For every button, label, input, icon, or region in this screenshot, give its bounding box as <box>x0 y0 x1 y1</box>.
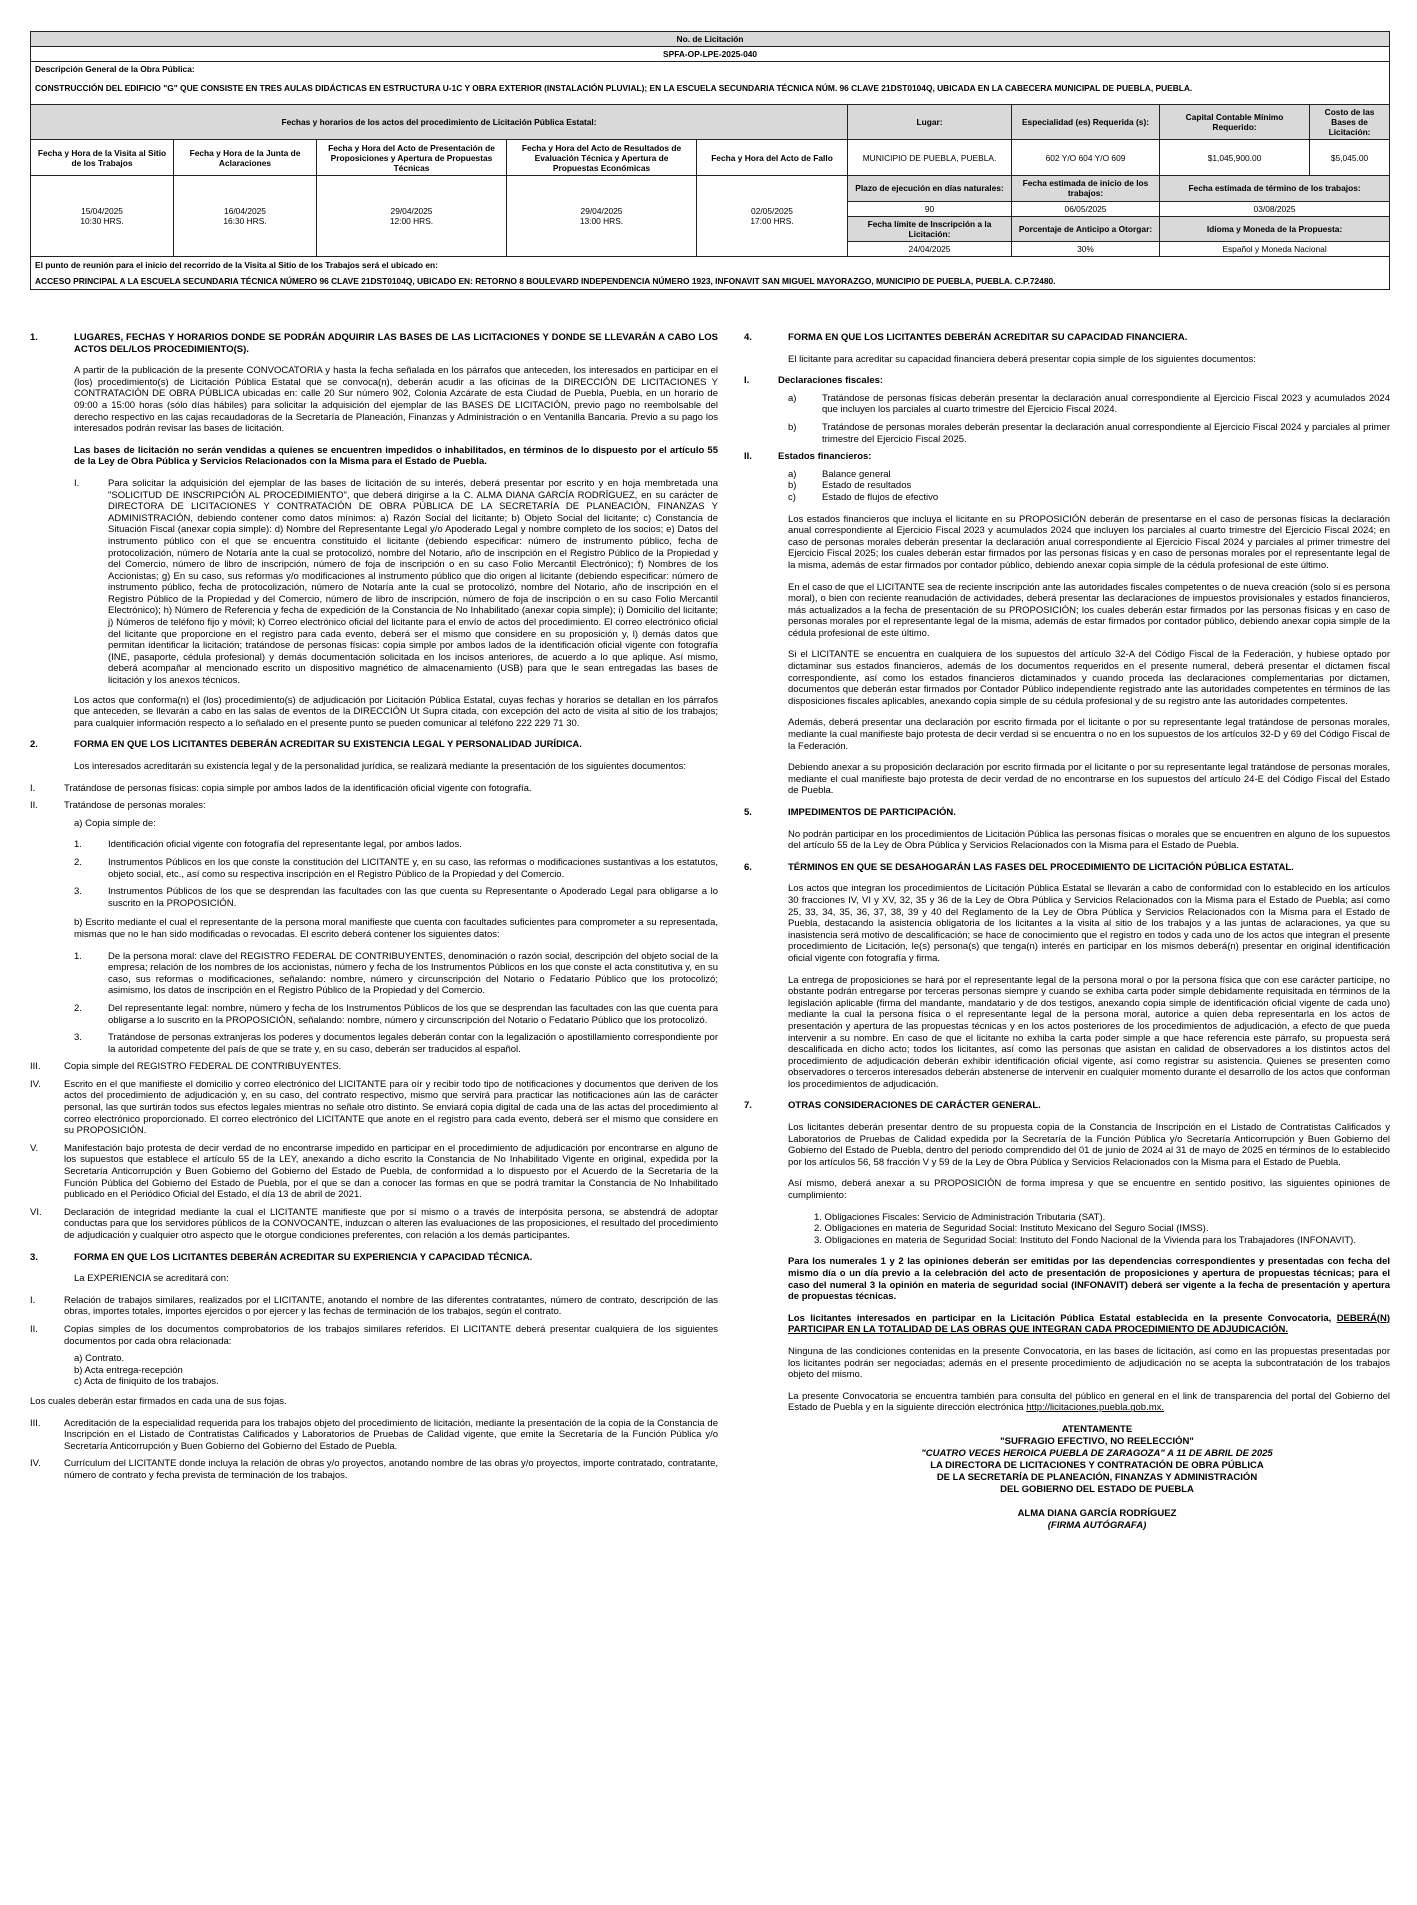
paragraph: Si el LICITANTE se encuentra en cualquiera de los supuestos del artículo 32-A del Código Fiscal de la Federación, y hubiese optado por dictaminar sus estados financieros, además de los documentos requeridos en el presente numeral, deberá presentar el dictamen fiscal correspondiente, así como los estados financieros dictaminados y cuando proceda las declaraciones complementarias por dictamen, documentos que deberán estar firmados por Contador Público independiente registrado ante las autoridades competentes en términos de las disposiciones fiscales aplicables, anexando copia simple de su cédula profesional y de su registro ante las autoridades competentes. <box>788 649 1390 707</box>
list-text: Del representante legal: nombre, número y fecha de los Instrumentos Públicos de los que se desprendan las facultades con las que cuenta para obligarse a lo suscrito en la PROPOSICIÓN, señalando: nombre, número y circunscripción del Notario o Fedatario Público que los protocolizó. <box>108 1002 718 1026</box>
list-text: Currículum del LICITANTE donde incluya la relación de obras y/o proyectos, anotando nombre de las obras y/o proyectos, importe contratado, contratante, número de contrato y fecha prevista de terminación de los trabajos. <box>64 1458 718 1481</box>
list-item: c) Estado de flujos de efectivo <box>788 492 1390 504</box>
signature-line: ATENTAMENTE <box>1061 1423 1133 1435</box>
list-text: Balance general <box>822 468 891 480</box>
licitacion-header-table <box>30 31 1390 290</box>
list-text: Tratándose de personas extranjeras los poderes y documentos legales deberán contar con la legalización o apostillamiento correspondiente por la autoridad competente del país de que se trate y, en su caso, deberán ser traducidos al español. <box>108 1032 718 1055</box>
list-text: Estado de flujos de efectivo <box>822 491 939 503</box>
section-5-heading <box>744 807 1390 819</box>
col-fallo-header: Fecha y Hora del Acto de Fallo <box>697 140 848 176</box>
paragraph: La entrega de proposiciones se hará por el representante legal de la persona moral o por la persona física que con ese carácter participe, no obstante podrán entregarse por terceras personas siempre y cuando se exhiba carta poder simple debidamente requisitada en términos de la legislación aplicable (firma del mandante, mandatario y de dos testigos, anexando copia simple de identificación oficial vigente de cada uno) mediante la cual la persona física o el representante legal de la persona moral, autorice a quien deba representarla en los actos de presentación y apertura de las propuestas técnicas y en los actos posteriores de los procedimientos de adjudicación, a efecto de que pueda intervenir a su nombre. En caso de que el licitante no exhiba la carta poder simple a que hace referencia este párrafo, su propuesta será descalificada en dicho acto; todos los licitantes, así como las personas que asistan en calidad de observadores a los distintos actos del procedimiento de adjudicación deberán exhibir identificación oficial vigente, así como registrar su asistencia. Quienes se presenten como observadores o terceros interesados deberán abstenerse de intervenir en cualquier momento durante el desarrollo de los actos que conforman los procedimientos de adjudicación. <box>788 974 1390 1090</box>
list-item: 2. Del representante legal: nombre, número y fecha de los Instrumentos Públicos de los que se desprendan las facultades con las que cuenta para obligarse a lo suscrito en la PROPOSICIÓN, señalando: nombre, número y circunscripción del Notario o Fedatario Público que los protocolizó. <box>74 1002 718 1026</box>
section-title: OTRAS CONSIDERACIONES DE CARÁCTER GENERAL. <box>788 1100 1041 1112</box>
punto-label: El punto de reunión para el inicio del recorrido de la Visita al Sitio de los Trabajos será el ubicado en: <box>35 259 438 270</box>
list-item: 3. Instrumentos Públicos de los que se desprendan las facultades con las que cuenta su Representante o Apoderado Legal para obligarse a lo suscrito en la PROPOSICIÓN. <box>74 886 718 909</box>
transparency-link[interactable]: http://licitaciones.puebla.gob.mx. <box>1026 1402 1165 1414</box>
signatory-name: ALMA DIANA GARCÍA RODRÍGUEZ <box>1017 1507 1177 1519</box>
paragraph: Ninguna de las condiciones contenidas en la presente Convocatoria, en las bases de licitación, así como en las propuestas presentadas por los licitantes podrán ser negociadas; además en el presente procedimiento de adjudicación no se acepta la subcontratación de los trabajos objeto del mismo. <box>788 1345 1390 1381</box>
emphasis-underline: DEBERÁ(N) PARTICIPAR EN LA TOTALIDAD DE LAS OBRAS QUE INTEGRAN CADA PROCEDIMIENTO DE ADJUDICACIÓN. <box>788 1312 1390 1336</box>
descripcion-cell <box>31 62 1390 105</box>
list-item: III. Acreditación de la especialidad requerida para los trabajos objeto del procedimiento de licitación, mediante la presentación de la copia de la Constancia de Inscripción en el Listado de Contratistas Calificados y Laboratorios de Pruebas de Calidad vigente, que emite la Secretaría de la Función Pública y/o Secretaría Anticorrupción y Buen Gobierno del Gobierno del Estado de Puebla. <box>30 1417 718 1452</box>
section-7-heading <box>744 1100 1390 1112</box>
list-text: Relación de trabajos similares, realizados por el LICITANTE, anotando el nombre de las diferentes contratantes, número de contrato, descripción de las obras, importes totales, importes ejercidos o por ejercer y las fechas de terminación de los trabajos, según el contrato. <box>64 1294 718 1318</box>
no-licitacion-value: SPFA-OP-LPE-2025-040 <box>31 47 1390 62</box>
descripcion-label: Descripción General de la Obra Pública: <box>35 64 195 75</box>
especialidad-value: 602 Y/O 604 Y/O 609 <box>1012 140 1160 176</box>
section-title: FORMA EN QUE LOS LICITANTES DEBERÁN ACREDITAR SU EXPERIENCIA Y CAPACIDAD TÉCNICA. <box>74 1251 533 1263</box>
signature-line: "SUFRAGIO EFECTIVO, NO REELECCIÓN" <box>1000 1435 1194 1447</box>
paragraph: Los actos que conforma(n) el (los) procedimiento(s) de adjudicación por Licitación Pública Estatal, cuyas fechas y horarios se detallan en los párrafos que anteceden, se llevarán a cabo en las salas de eventos de la DIRECCIÓN Ut Supra citada, con excepción del acto de visita al sitio de los trabajos; para cualquier información respecto a lo señalado en el presente punto se pueden comunicar al teléfono 222 229 71 30. <box>74 694 718 729</box>
paragraph <box>744 1391 1390 1414</box>
inicio-value: 06/05/2025 <box>1012 201 1160 216</box>
list-item: 3. Tratándose de personas extranjeras los poderes y documentos legales deberán contar con la legalización o apostillamiento correspondiente por la autoridad competente del país de que se trate y, en su caso, deberán ser traducidos al español. <box>74 1032 718 1055</box>
fechas-label: Fechas y horarios de los actos del procedimiento de Licitación Pública Estatal: <box>31 105 848 140</box>
fallo-cell <box>697 176 848 256</box>
paragraph: Para los numerales 1 y 2 las opiniones deberán ser emitidas por las dependencias correspondientes y presentadas con fecha del mismo día o un día previo a la celebración del acto de presentación de proposiciones y apertura de propuestas técnicas; para el caso del numeral 3 la opinión en materia de seguridad social (INFONAVIT) deberá ser vigente a la fecha de presentación y apertura de propuestas técnicas. <box>788 1256 1390 1303</box>
obligations-list <box>744 1212 1390 1247</box>
tecnicas-cell <box>317 176 507 256</box>
list-text: Acreditación de la especialidad requerida para los trabajos objeto del procedimiento de licitación, mediante la presentación de la copia de la Constancia de Inscripción en el Listado de Contratistas Calificados y Laboratorios de Pruebas de Calidad vigente, que emite la Secretaría de la Función Pública y/o Secretaría Anticorrupción y Buen Gobierno del Gobierno del Estado de Puebla. <box>64 1417 718 1452</box>
limite-label: Fecha límite de Inscripción a la Licitación: <box>848 216 1012 241</box>
list-item: IV. Currículum del LICITANTE donde incluya la relación de obras y/o proyectos, anotando nombre de las obras y/o proyectos, importe contratado, contratante, número de contrato y fecha prevista de terminación de los trabajos. <box>30 1458 718 1481</box>
list-item: V. Manifestación bajo protesta de decir verdad de no encontrarse impedido en participar en el procedimiento de adjudicación por encontrarse en alguno de los supuestos que establece el artículo 55 de la LEY, anexando a dicho escrito la Constancia de No Inhabilitado Vigente en original, expedida por la Secretaría Anticorrupción y Buen Gobierno del Gobierno del Estado de Puebla, de conformidad a lo dispuesto por el Acuerdo de la Secretaría de la Función Pública del Gobierno del Estado de Puebla, por el que se dan a conocer las formas en que se podrá tramitar la Constancia de No Inhabilitado publicado en el Periódico Oficial del Estado, el día 13 de abril de 2021. <box>30 1142 718 1201</box>
list-text: a) Contrato. <box>74 1353 125 1365</box>
paragraph-part: La presente Convocatoria se encuentra también para consulta del público en general en el link de transparencia del portal del Gobierno del Estado de Puebla y en la siguiente dirección electrónica <box>788 1390 1390 1414</box>
list-item: b) Estado de resultados <box>788 480 1390 492</box>
list-text: Declaraciones fiscales: <box>778 375 884 387</box>
section-number: 4. <box>744 332 752 343</box>
paragraph: Los estados financieros que incluya el licitante en su PROPOSICIÓN deberán de presentarse en el caso de personas físicas la declaración anual correspondiente al Ejercicio Fiscal 2023 y acumulados 2024 que incluyen los parciales al cuarto trimestre del Ejercicio Fiscal 2024; en caso de personas morales deberán presentar la declaración anual correspondiente al Ejercicio Fiscal 2024 y parciales al primer trimestre del Ejercicio Fiscal 2025; los cuales deberán estar firmados por las personas físicas y en caso de personas morales por el representante legal de la misma, además de estar firmados por contador público, debiendo anexar copia simple de la cédula profesional de este último. <box>788 513 1390 571</box>
fallo-hora: 17:00 HRS. <box>750 216 794 227</box>
col-junta-header: Fecha y Hora de la Junta de Aclaraciones <box>174 140 317 176</box>
signature-block <box>804 1424 1390 1532</box>
list-item: I. Tratándose de personas físicas: copia simple por ambos lados de la identificación oficial vigente con fotografía. <box>30 783 718 795</box>
list-item: a) Balance general <box>788 469 1390 481</box>
list-text: De la persona moral: clave del REGISTRO FEDERAL DE CONTRIBUYENTES, denominación o razón social, descripción del objeto social de la empresa; relación de los nombres de los accionistas, número y fecha de los Instrumentos Públicos en los que conste el acta constitutiva y, en su caso, sus reformas o modificaciones, señalando: nombre, número y circunscripción del Notario o Fedatario Público que los protocolizó; asimismo, los datos de inscripción en el Registro Público de la Propiedad y del Comercio. <box>108 950 718 997</box>
capital-value: $1,045,900.00 <box>1160 140 1310 176</box>
paragraph: Los actos que integran los procedimientos de Licitación Pública Estatal se llevarán a cabo de conformidad con lo establecido en los artículos 30 fracciones IV, VI y XV, 32, 35 y 36 de la Ley de Obra Pública y Servicios Relacionados con la Misma para el Estado de Puebla; así como 25, 33, 34, 35, 36, 37, 38, 39 y 40 del Reglamento de la Ley de Obra Pública y Servicios Relacionados con la Misma para el Estado de Puebla, destacando la asistencia obligatoria de los licitantes a la visita al sitio de los trabajos y a las juntas de aclaraciones, ya que su inasistencia será motivo de descalificación; se hace de conocimiento que el registro en todos y cada uno de los actos que integran el presente procedimiento de Licitación, le(s) persona(s) que tenga(n) interés en participar en los mismos deberá(n) presentar en original identificación oficial vigente con fotografía y firma. <box>788 883 1390 964</box>
paragraph: Además, deberá presentar una declaración por escrito firmada por el licitante o por su representante legal tratándose de personas morales, mediante la cual manifieste bajo protesta de decir verdad si se encuentra o no en los supuestos de los artículos 32-D y 69 del Código Fiscal de la Federación. <box>788 717 1391 752</box>
list-text: Copia simple del REGISTRO FEDERAL DE CONTRIBUYENTES. <box>64 1061 342 1073</box>
list-item: VI. Declaración de integridad mediante la cual el LICITANTE manifieste que por sí mismo o a través de interpósita persona, se abstendrá de adoptar conductas para que los servidores públicos de la CONVOCANTE, induzcan o alteren las evaluaciones de las proposiciones, el resultado del procedimiento de adjudicación y cualquier otro aspecto que le otorgue condiciones preferentes, con relación a los demás participantes. <box>30 1206 718 1241</box>
no-licitacion-label: No. de Licitación <box>31 32 1390 47</box>
paragraph: Así mismo, deberá anexar a su PROPOSICIÓN de forma impresa y que se encuentre en sentido positivo, las siguientes opiniones de cumplimiento: <box>788 1178 1390 1202</box>
termino-value: 03/08/2025 <box>1160 201 1390 216</box>
section-6-heading <box>744 862 1390 874</box>
section-title: LUGARES, FECHAS Y HORARIOS DONDE SE PODRÁN ADQUIRIR LAS BASES DE LAS LICITACIONES Y DONDE SE LLEVARÁN A CABO LOS ACTOS DEL/LOS PROCEDIMIENTO(S). <box>74 332 718 355</box>
inicio-label: Fecha estimada de inicio de los trabajos: <box>1012 176 1160 201</box>
limite-value: 24/04/2025 <box>848 241 1012 256</box>
section-number: 1. <box>30 332 38 343</box>
sub-heading: a) Copia simple de: <box>74 817 156 829</box>
lugar-label: Lugar: <box>848 105 1012 140</box>
signature-line: DE LA SECRETARÍA DE PLANEACIÓN, FINANZAS Y ADMINISTRACIÓN <box>936 1471 1258 1483</box>
list-item: III. Copia simple del REGISTRO FEDERAL DE CONTRIBUYENTES. <box>30 1061 718 1073</box>
junta-hora: 16:30 HRS. <box>223 216 267 227</box>
section-1-heading <box>30 332 718 355</box>
col-visita-header: Fecha y Hora de la Visita al Sitio de los Trabajos <box>31 140 174 176</box>
col-tecnicas-header: Fecha y Hora del Acto de Presentación de Proposiciones y Apertura de Propuestas Técnicas <box>317 140 507 176</box>
document-list <box>30 1353 718 1388</box>
list-item: 2. Instrumentos Públicos en los que conste la constitución del LICITANTE y, en su caso, las reformas o modificaciones sustantivas a los estatutos, objeto social, etc., así como su respectiva inscripción en el Registro Público de la Propiedad y del Comercio. <box>74 856 718 880</box>
costo-label: Costo de las Bases de Licitación: <box>1310 105 1390 140</box>
tecnicas-hora: 12:00 HRS. <box>389 216 434 227</box>
section-number: 2. <box>30 739 38 751</box>
section-title: TÉRMINOS EN QUE SE DESAHOGARÁN LAS FASES DEL PROCEDIMIENTO DE LICITACIÓN PÚBLICA ESTATAL. <box>788 861 1294 873</box>
section-4-heading <box>744 332 1390 344</box>
costo-value: $5,045.00 <box>1310 140 1390 176</box>
list-item: b) Tratándose de personas morales deberán presentar la declaración anual correspondiente al Ejercicio Fiscal 2024 y parciales al primer trimestre del Ejercicio Fiscal 2025. <box>788 421 1390 445</box>
paragraph: A partir de la publicación de la presente CONVOCATORIA y hasta la fecha señalada en los párrafos que anteceden, los interesados en participar en el (los) procedimiento(s) de Licitación Pública Estatal que se convoca(n), deberán acudir a las oficinas de la DIRECCIÓN DE LICITACIONES Y CONTRATACIÓN DE OBRA PÚBLICA ubicadas en: calle 20 Sur número 902, Colonia Azcárate de esta Ciudad de Puebla, Puebla, en un horario de 09:00 a 15:00 horas (sólo días hábiles) para solicitar la adquisición del ejemplar de las BASES DE LICITACIÓN, previo pago no reembolsable del derecho respectivo en las cajas recaudadoras de la Secretaría de Planeación, Finanzas y Administración o en Ventanilla Bancaria. Previo a su pago los interesados podrán revisar las bases de licitación. <box>74 365 718 435</box>
anticipo-value: 30% <box>1012 241 1160 256</box>
section-title: IMPEDIMENTOS DE PARTICIPACIÓN. <box>788 807 956 818</box>
list-number: I. <box>74 477 80 489</box>
signature-line: LA DIRECTORA DE LICITACIONES Y CONTRATACIÓN DE OBRA PÚBLICA <box>930 1459 1264 1471</box>
paragraph: Los interesados acreditarán su existencia legal y de la personalidad jurídica, se realizará mediante la presentación de los siguientes documentos: <box>74 761 687 772</box>
list-text: 3. Obligaciones en materia de Seguridad Social: Instituto del Fondo Nacional de la Vivienda para los Trabajadores (INFONAVIT). <box>814 1234 1356 1246</box>
list-item: 1. De la persona moral: clave del REGISTRO FEDERAL DE CONTRIBUYENTES, denominación o razón social, descripción del objeto social de la empresa; relación de los nombres de los accionistas, número y fecha de los Instrumentos Públicos en los que conste el acta constitutiva y, en su caso, sus reformas o modificaciones, señalando: nombre, número y circunscripción del Notario o Fedatario Público que los protocolizó; asimismo, los datos de inscripción en el Registro Público de la Propiedad y del Comercio. <box>74 950 718 997</box>
section-number: 6. <box>744 861 752 873</box>
plazo-label: Plazo de ejecución en días naturales: <box>848 176 1012 201</box>
list-text: Manifestación bajo protesta de decir verdad de no encontrarse impedido en participar en el procedimiento de adjudicación por encontrarse en alguno de los supuestos que establece el artículo 55 de la LEY, anexando a dicho escrito la Constancia de No Inhabilitado Vigente en original, expedida por la Secretaría Anticorrupción y Buen Gobierno del Gobierno del Estado de Puebla, de conformidad a lo dispuesto por el Acuerdo de la Secretaría de la Función Pública del Gobierno del Estado de Puebla, por el que se dan a conocer las formas en que se podrá tramitar la Constancia de No Inhabilitado publicado en el Periódico Oficial del Estado, el día 13 de abril de 2021. <box>64 1142 718 1201</box>
list-text: Estado de resultados <box>822 480 912 492</box>
junta-fecha: 16/04/2025 <box>224 206 266 217</box>
fallo-fecha: 02/05/2025 <box>751 206 793 217</box>
list-text: 2. Obligaciones en materia de Seguridad Social: Instituto Mexicano del Seguro Social (IMSS). <box>814 1223 1209 1235</box>
list-text: c) Acta de finiquito de los trabajos. <box>74 1376 219 1388</box>
idioma-label: Idioma y Moneda de la Propuesta: <box>1160 216 1390 241</box>
section-title: FORMA EN QUE LOS LICITANTES DEBERÁN ACREDITAR SU CAPACIDAD FINANCIERA. <box>788 332 1188 343</box>
anticipo-label: Porcentaje de Anticipo a Otorgar: <box>1012 216 1160 241</box>
right-column <box>744 332 1390 1532</box>
list-text: Declaración de integridad mediante la cual el LICITANTE manifieste que por sí mismo o a través de interpósita persona, se abstendrá de adoptar conductas para que los servidores públicos de la CONVOCANTE, induzcan o alteren las evaluaciones de las proposiciones, el resultado del procedimiento de adjudicación y cualquier otro aspecto que le otorgue condiciones preferentes, con relación a los demás participantes. <box>64 1206 718 1241</box>
visita-hora: 10:30 HRS. <box>80 216 124 227</box>
list-text: Tratándose de personas morales deberán presentar la declaración anual correspondiente al Ejercicio Fiscal 2024 y parciales al primer trimestre del Ejercicio Fiscal 2025. <box>822 421 1390 445</box>
list-item: I. Relación de trabajos similares, realizados por el LICITANTE, anotando el nombre de las diferentes contratantes, número de contrato, descripción de las obras, importes totales, importes ejercidos o por ejercer y las fechas de terminación de los trabajos, según el contrato. <box>30 1294 718 1318</box>
list-text: b) Acta entrega-recepción <box>74 1364 183 1376</box>
list-item: IV. Escrito en el que manifieste el domicilio y correo electrónico del LICITANTE para oír y recibir todo tipo de notificaciones y documentos que deriven de los actos del procedimiento de adjudicación y, en su caso, del contrato respectivo, mismo que servirá para practicar las notificaciones aún las de carácter personal, las que surtirán todos sus efectos legales mientras no señale otro distinto. Se enviará copia digital de cada una de las actas del procedimiento al correo electrónico proporcionado. El correo electrónico del LICITANTE que anote en el registro para cada evento, deberá ser el mismo que considere en su PROPOSICIÓN. <box>30 1078 718 1137</box>
punto-reunion-cell <box>31 256 1390 289</box>
paragraph <box>744 1313 1390 1336</box>
paragraph: No podrán participar en los procedimientos de Licitación Pública las personas físicas o morales que se encuentren en alguno de los supuestos del artículo 55 de la Ley de Obra Pública y Servicios Relacionados con la Misma para el Estado de Puebla. <box>788 828 1390 852</box>
especialidad-label: Especialidad (es) Requerida (s): <box>1012 105 1160 140</box>
list-item <box>30 478 718 687</box>
section-2-heading <box>30 739 718 751</box>
paragraph: Debiendo anexar a su proposición declaración por escrito firmada por el licitante o por su representante legal tratándose de personas morales, mediante el cual manifieste bajo protesta de decir verdad de no encontrarse en los supuestos del artículo 24-E del Código Fiscal del Estado de Puebla. <box>788 762 1390 797</box>
economicas-cell <box>507 176 697 256</box>
plazo-value: 90 <box>848 201 1012 216</box>
list-text: Instrumentos Públicos en los que conste la constitución del LICITANTE y, en su caso, las reformas o modificaciones sustantivas a los estatutos, objeto social, etc., así como su respectiva inscripción en el Registro Público de la Propiedad y del Comercio. <box>108 856 718 880</box>
visita-cell <box>31 176 174 256</box>
economicas-hora: 13:00 HRS. <box>579 216 624 227</box>
paragraph: En el caso de que el LICITANTE sea de reciente inscripción ante las autoridades fiscales competentes o de nueva creación (solo si es persona moral), o bien con reciente reanudación de actividades, deberá presentar las declaraciones de impuestos provisionales y estados financieros, más actualizados a la fecha de presentación de su PROPOSICIÓN; los cuales deberán estar firmados por las personas físicas y en caso de personas morales por el representante legal de la misma, además de estar firmados por contador público, debiendo anexar copia simple de la cédula profesional de este último. <box>788 581 1390 639</box>
list-text: Para solicitar la adquisición del ejemplar de las bases de licitación de su interés, deberá presentar por escrito y en hoja membretada una "SOLICITUD DE INSCRIPCIÓN AL PROCEDIMIENTO", que deberá dirigirse a la C. ALMA DIANA GARCÍA RODRÍGUEZ, en su carácter de DIRECTORA DE LICITACIONES Y CONTRATACIÓN DE OBRA PÚBLICA DE LA SECRETARÍA DE PLANEACIÓN, FINANZAS Y ADMINISTRACIÓN, debiendo contener como datos mínimos: a) Razón Social del licitante; b) Objeto Social del licitante; c) Constancia de Situación Fiscal (anexar copia simple): d) Nombre del Representante Legal y/o Apoderado Legal y nombre completo de los socios; e) Datos del instrumento público con el que se encuentra constituido el licitante (debiendo especificar: número de instrumento público, fecha de protocolización, número de Notaría ante la cual se protocolizó, nombre del Notario, año de inscripción en el Registro Público de la Propiedad y del Comercio, número de libro de inscripción, número de foja de inscripción o en su caso Folio Mercantil Electrónico); f) Nombres de los Accionistas; g) En su caso, sus reformas y/o modificaciones al instrumento público que dio origen al licitante (debiendo especificar: número de instrumento público, fecha de protocolización, número de Notaría ante la cual se protocolizó, nombre del Notario, año de inscripción en el Registro Público de la Propiedad y del Comercio, número de libro de inscripción, número de foja de inscripción o en su caso Folio Mercantil Electrónico); h) Número de Referencia y fecha de expedición de la Constancia de No Inhabilitado (anexar copia simple); i) Domicilio del licitante; j) Números de teléfono fijo y móvil; k) Correo electrónico oficial del licitante para el envío de actos del procedimiento. El correo electrónico oficial del licitante que proporcione en el registro para cada evento, deberá ser el mismo que considere en su proposición y, l) demás datos que permitan identificar la licitación; tratándose de personas físicas: copia simple por ambos lados de la identificación oficial vigente con fotografía (INE, pasaporte, cédula profesional) y demás documentación solicitada en los incisos anteriores, de acuerdo a lo que aplique. Así mismo, deberá acompañar al mencionado escrito un dispositivo magnético de almacenamiento (USB) para que le sean entregadas las bases de licitación y los anexos técnicos. <box>108 477 718 687</box>
section-title: FORMA EN QUE LOS LICITANTES DEBERÁN ACREDITAR SU EXISTENCIA LEGAL Y PERSONALIDAD JURÍDICA. <box>74 739 582 751</box>
paragraph: Las bases de licitación no serán vendidas a quienes se encuentren impedidos o inhabilitados, en términos de lo dispuesto por el artículo 55 de la Ley de Obra Pública y Servicios Relacionados con la Misma para el Estado de Puebla. <box>74 444 718 468</box>
lugar-value: MUNICIPIO DE PUEBLA, PUEBLA. <box>848 140 1012 176</box>
paragraph: Los cuales deberán estar firmados en cada una de sus fojas. <box>30 1395 287 1407</box>
section-3-heading <box>30 1252 718 1264</box>
signature-line: DEL GOBIERNO DEL ESTADO DE PUEBLA <box>1000 1483 1194 1495</box>
list-item: II. Copias simples de los documentos comprobatorios de los trabajos similares referidos. El LICITANTE deberá presentar cualquiera de los siguientes documentos por cada obra relacionada: <box>30 1323 718 1347</box>
list-text: Tratándose de personas físicas: copia simple por ambos lados de la identificación oficial vigente con fotografía. <box>64 782 532 794</box>
list-text: Identificación oficial vigente con fotografía del representante legal, por ambos lados. <box>108 839 462 851</box>
sub-heading: b) Escrito mediante el cual el representante de la persona moral manifieste que cuenta con facultades suficientes para comprometer a su representada, mismas que no le han sido modificadas o revocadas. El escrito deberá contener los siguientes datos: <box>74 917 718 940</box>
list-item: II. Estados financieros: <box>744 451 1390 463</box>
section-number: 5. <box>744 807 752 818</box>
left-column <box>30 332 718 1488</box>
tecnicas-fecha: 29/04/2025 <box>390 206 433 217</box>
financial-statements-list <box>744 469 1390 504</box>
descripcion-value: CONSTRUCCIÓN DEL EDIFICIO "G" QUE CONSISTE EN TRES AULAS DIDÁCTICAS EN ESTRUCTURA U-1C Y OBRA EXTERIOR (INSTALACIÓN PLUVIAL); EN LA ESCUELA SECUNDARIA TÉCNICA NÚM. 96 CLAVE 21DST0104Q, UBICADA EN LA CABECERA MUNICIPAL DE PUEBLA, PUEBLA. <box>35 83 1193 94</box>
junta-cell <box>174 176 317 256</box>
list-text: Escrito en el que manifieste el domicilio y correo electrónico del LICITANTE para oír y recibir todo tipo de notificaciones y documentos que deriven de los actos del procedimiento de adjudicación y, en su caso, del contrato respectivo, mismo que servirá para practicar las notificaciones aún las de carácter personal, las que surtirán todos sus efectos legales mientras no señale otro distinto. Se enviará copia digital de cada una de las actas del procedimiento al correo electrónico proporcionado. El correo electrónico del LICITANTE que anote en el registro para cada evento, deberá ser el mismo que considere en su PROPOSICIÓN. <box>64 1078 718 1137</box>
section-number: 3. <box>30 1251 38 1263</box>
col-economicas-header: Fecha y Hora del Acto de Resultados de Evaluación Técnica y Apertura de Propuestas Económicas <box>507 140 697 176</box>
signature-note: (FIRMA AUTÓGRAFA) <box>1047 1519 1147 1531</box>
list-text: Instrumentos Públicos de los que se desprendan las facultades con las que cuenta su Representante o Apoderado Legal para obligarse a lo suscrito en la PROPOSICIÓN. <box>108 886 718 909</box>
capital-label: Capital Contable Mínimo Requerido: <box>1160 105 1310 140</box>
list-text: Tratándose de personas físicas deberán presentar la declaración anual correspondiente al Ejercicio Fiscal 2023 y acumulados 2024 que incluyen los parciales al cuarto trimestre del Ejercicio Fiscal 2024. <box>822 392 1390 416</box>
signature-line: "CUATRO VECES HEROICA PUEBLA DE ZARAGOZA" A 11 DE ABRIL DE 2025 <box>921 1447 1273 1459</box>
list-text: Estados financieros: <box>778 451 872 463</box>
list-text: Copias simples de los documentos comprobatorios de los trabajos similares referidos. El LICITANTE deberá presentar cualquiera de los siguientes documentos por cada obra relacionada: <box>64 1323 718 1347</box>
list-item: 1. Identificación oficial vigente con fotografía del representante legal, por ambos lados. <box>30 839 718 851</box>
list-text: Tratándose de personas morales: <box>64 800 206 812</box>
section-number: 7. <box>744 1100 752 1112</box>
economicas-fecha: 29/04/2025 <box>580 206 623 217</box>
list-item: I. Declaraciones fiscales: <box>744 375 1390 387</box>
paragraph: Los licitantes deberán presentar dentro de su propuesta copia de la Constancia de Inscripción en el Listado de Contratistas Calificados y Laboratorios de Pruebas de Calidad expedida por la Secretaría de la Función Pública y/o Secretaría Anticorrupción y Buen Gobierno del Gobierno del Estado de Puebla, dentro del periodo comprendido del 01 de junio de 2024 al 31 de mayo de 2025 en términos de lo establecido por los artículos 56, 58 fracción V y 59 de la Ley de Obra Pública y Servicios Relacionados con la Misma para el Estado de Puebla. <box>788 1122 1390 1168</box>
paragraph: La EXPERIENCIA se acreditará con: <box>74 1273 229 1285</box>
paragraph: El licitante para acreditar su capacidad financiera deberá presentar copia simple de los siguientes documentos: <box>788 353 1256 365</box>
list-text: 1. Obligaciones Fiscales: Servicio de Administración Tributaria (SAT). <box>814 1211 1106 1223</box>
idioma-value: Español y Moneda Nacional <box>1160 241 1390 256</box>
visita-fecha: 15/04/2025 <box>81 206 123 217</box>
termino-label: Fecha estimada de término de los trabajos: <box>1160 176 1390 201</box>
paragraph-part: Los licitantes interesados en participar en la Licitación Pública Estatal establecida en la presente Convocatoria, <box>788 1312 1337 1324</box>
punto-value: ACCESO PRINCIPAL A LA ESCUELA SECUNDARIA TÉCNICA NÚMERO 96 CLAVE 21DST0104Q, UBICADO EN: RETORNO 8 BOULEVARD INDEPENDENCIA NÚMERO 1923, INFONAVIT SAN MIGUEL MAYORAZGO, MUNICIPIO DE PUEBLA, PUEBLA. C.P.72480. <box>35 275 1056 286</box>
list-item: a) Tratándose de personas físicas deberán presentar la declaración anual correspondiente al Ejercicio Fiscal 2023 y acumulados 2024 que incluyen los parciales al cuarto trimestre del Ejercicio Fiscal 2024. <box>788 392 1390 416</box>
list-item: II. Tratándose de personas morales: <box>30 800 718 812</box>
